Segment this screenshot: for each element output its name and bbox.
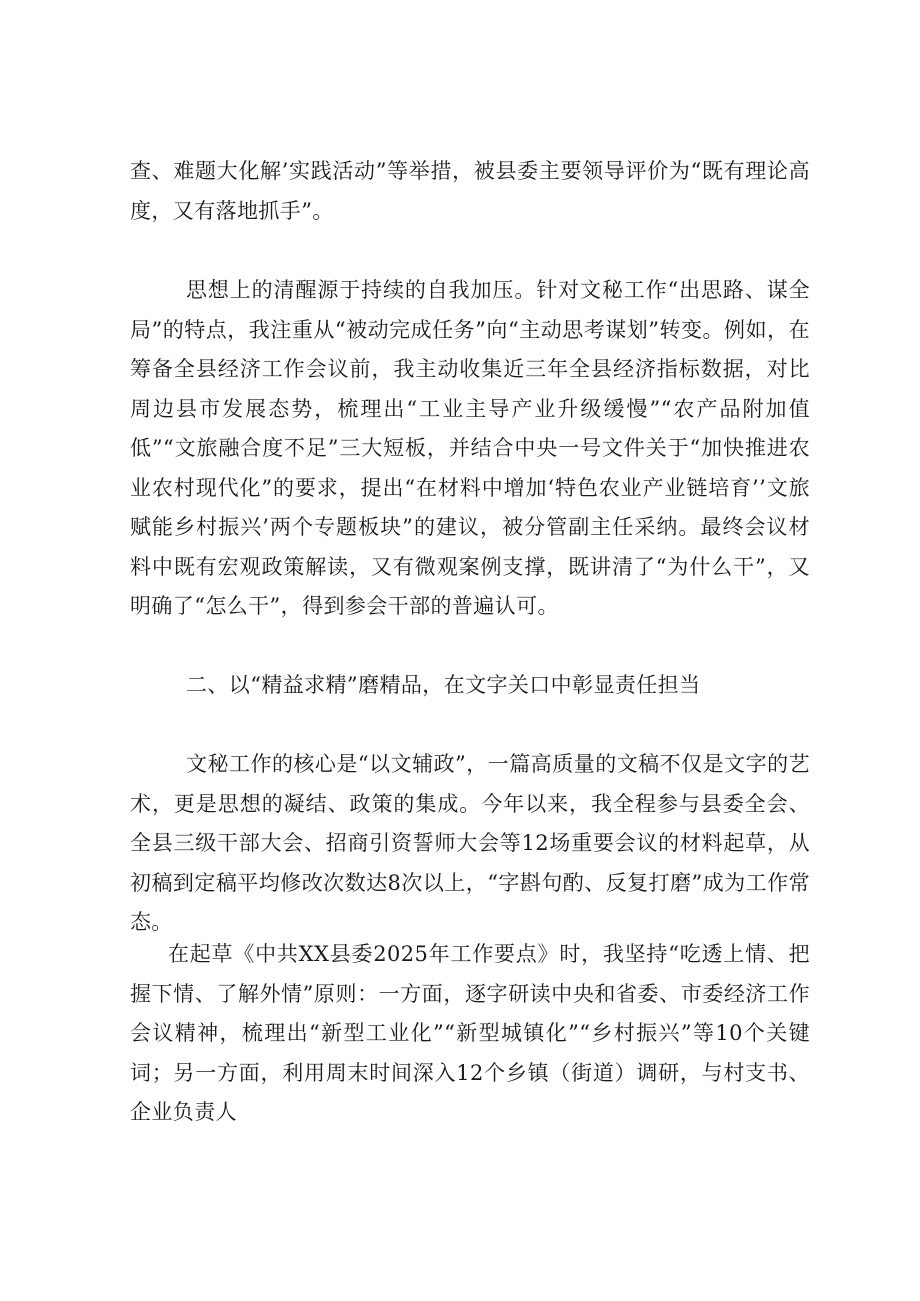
paragraph-self-pressure: 思想上的清醒源于持续的自我加压。针对文秘工作“出思路、谋全局”的特点，我注重从“被动完成任务”向“主动思考谋划”转变。例如，在筹备全县经济工作会议前，我主动收集近三年全县经济指标数据，对比周边县市发展态势，梳理出“工业主导产业升级缓慢”“农产品附加值低”“文旅融合度不足”三大短板，并结合中央一号文件关于“加快推进农业农村现代化”的要求，提出“在材料中增加‘特色农业产业链培育’’文旅赋能乡村振兴’两个专题板块”的建议，被分管副主任采纳。最终会议材料中既有宏观政策解读，又有微观案例支撑，既讲清了“为什么干”，又明确了“怎么干”，得到参会干部的普遍认可。 — [130, 278, 810, 618]
paragraph-work-points: 在起草《中共XX县委2025年工作要点》时，我坚持“吃透上情、把握下情、了解外情”原则：一方面，逐字研读中央和省委、市委经济工作会议精神，梳理出“新型工业化”“新型城镇化”“乡村振兴”等10个关键词；另一方面，利用周末时间深入12个乡镇（街道）调研，与村支书、企业负责人 — [130, 942, 810, 1124]
paragraph-core-work: 文秘工作的核心是“以文辅政”，一篇高质量的文稿不仅是文字的艺术，更是思想的凝结、政策的集成。今年以来，我全程参与县委全会、全县三级干部大会、招商引资誓师大会等12场重要会议的材料起草，从初稿到定稿平均修改次数达8次以上，“字斟句酌、反复打磨”成为工作常态。 — [130, 752, 810, 934]
paragraph-continuation: 查、难题大化解’实践活动”等举措，被县委主要领导评价为“既有理论高度，又有落地抓手”。 — [130, 159, 810, 223]
section-heading: 二、以“精益求精”磨精品，在文字关口中彰显责任担当 — [186, 673, 701, 697]
